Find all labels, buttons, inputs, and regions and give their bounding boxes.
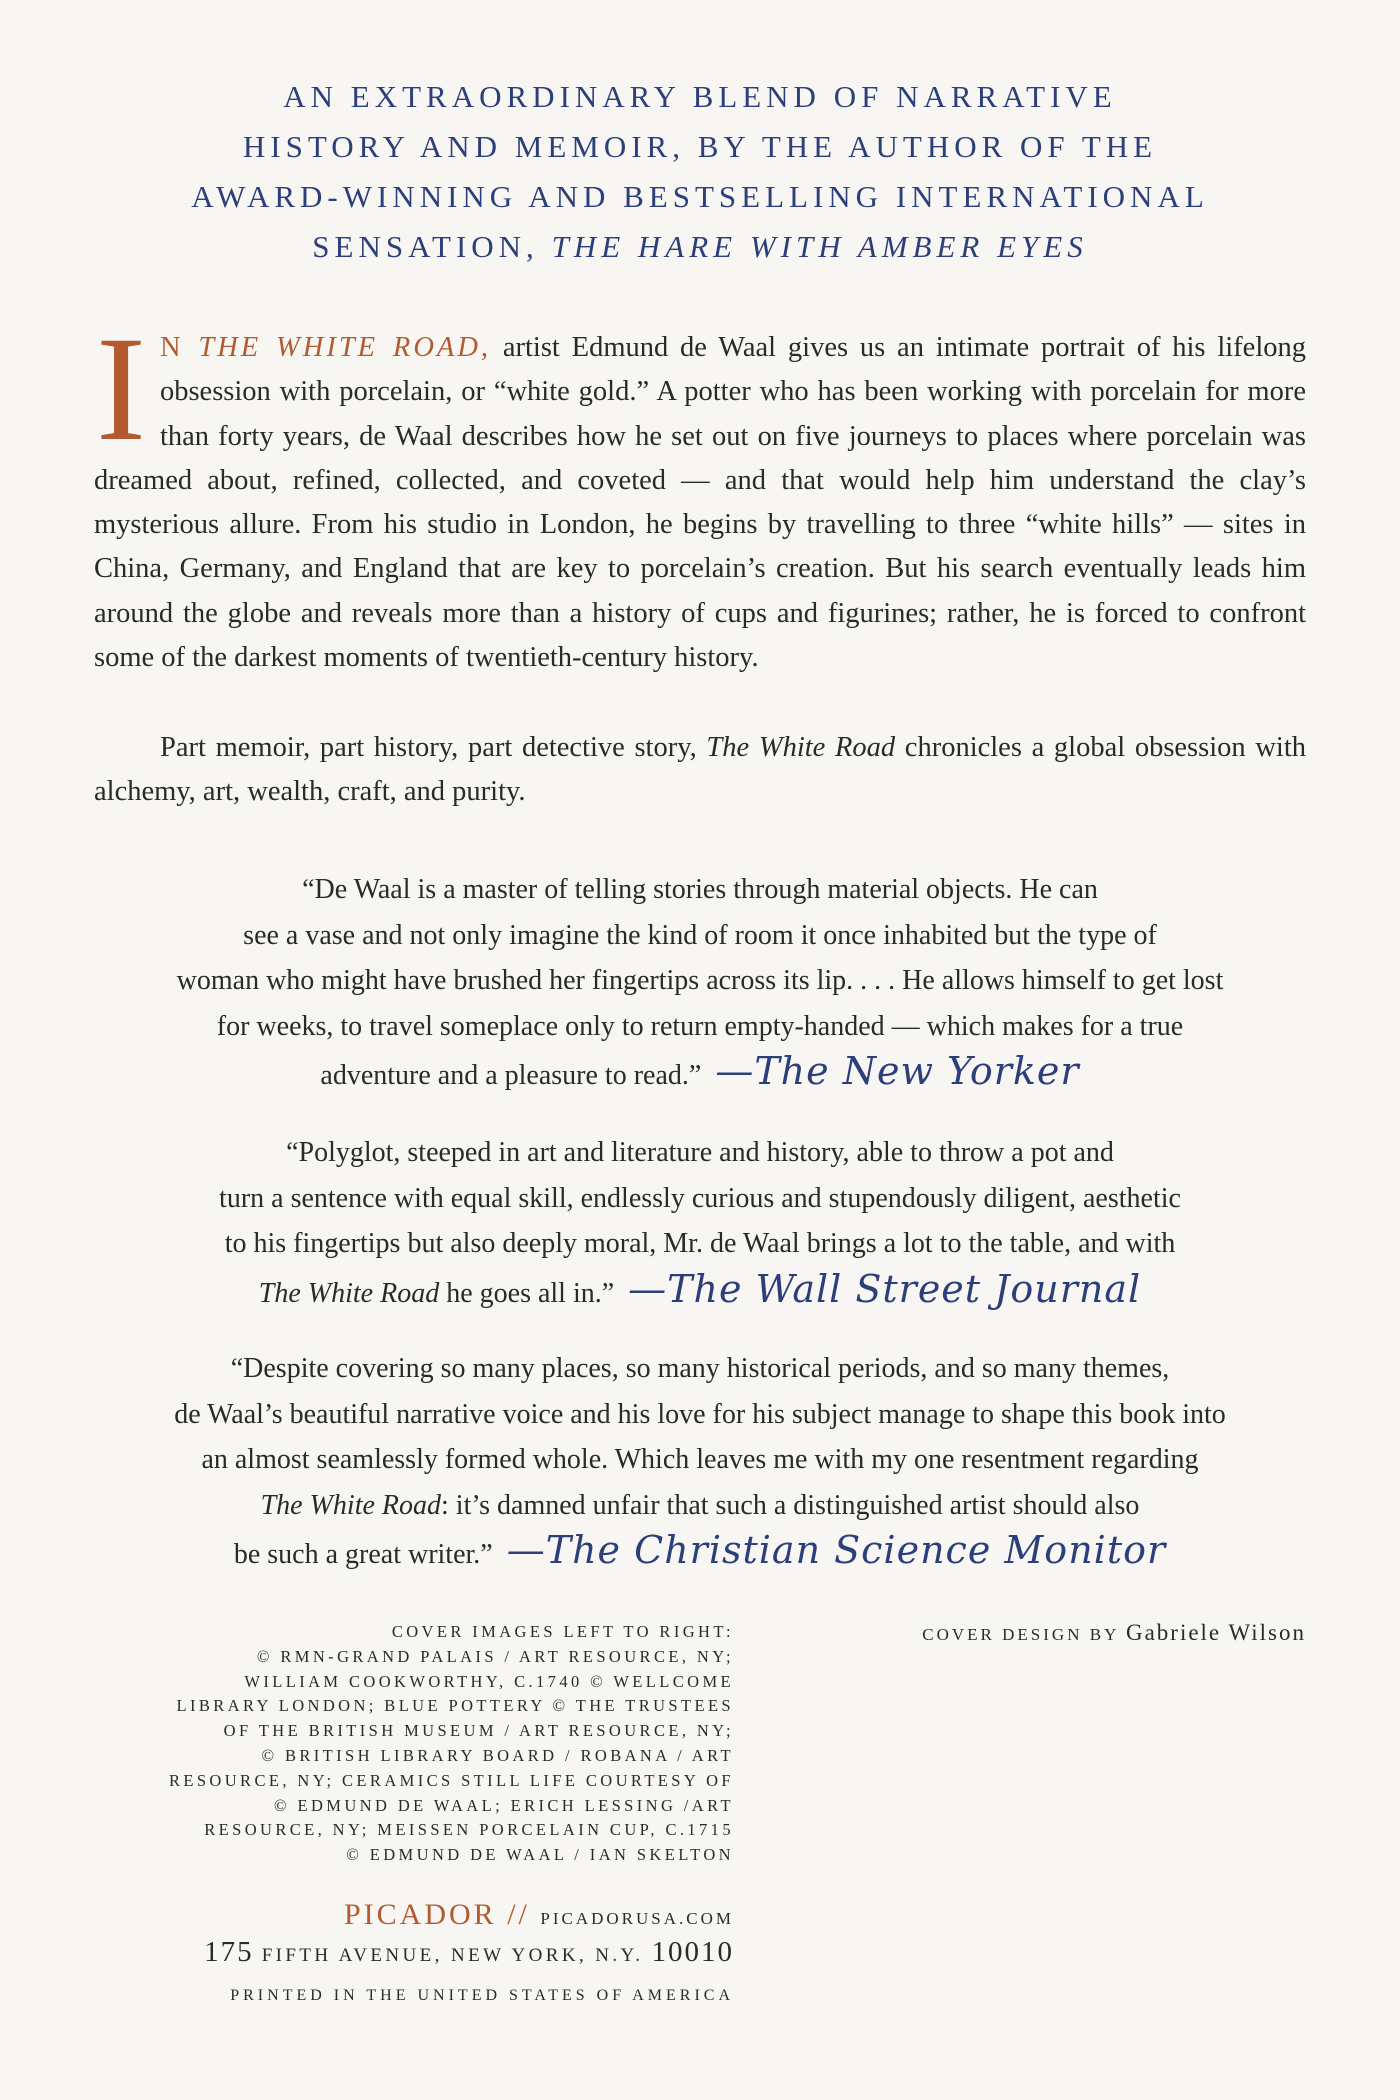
quote-source: —The Wall Street Journal [628, 1266, 1142, 1311]
quote-line: de Waal’s beautiful narrative voice and his love for his subject manage to shape this book into [174, 1398, 1226, 1430]
headline-line: AWARD-WINNING AND BESTSELLING INTERNATIONAL [191, 179, 1209, 214]
quote-text: he goes all in.” [439, 1277, 615, 1309]
quote-text: adventure and a pleasure to read.” [320, 1060, 702, 1091]
credit-line: © BRITISH LIBRARY BOARD / ROBANA / ART [261, 1745, 734, 1765]
designer-name: Gabriele Wilson [1125, 1620, 1306, 1645]
publisher-address [80, 1936, 734, 1969]
quote-line [100, 1528, 1300, 1578]
headline [140, 72, 1260, 272]
quote-line: turn a sentence with equal skill, endlessly curious and stupendously diligent, aesthetic [219, 1182, 1181, 1214]
headline-text: SENSATION, [312, 229, 552, 264]
publisher-line [80, 1898, 734, 1932]
quote-text: be such a great writer.” [233, 1539, 493, 1570]
drop-cap: I [96, 306, 146, 472]
intro-paragraph-2 [94, 726, 1306, 815]
design-label: COVER DESIGN BY [922, 1625, 1126, 1644]
quote-line [100, 1483, 1300, 1529]
address-zip: 10010 [651, 1936, 734, 1968]
quote-source: —The New Yorker [715, 1049, 1080, 1093]
address-street: FIFTH AVENUE, NEW YORK, N.Y. [253, 1945, 652, 1966]
headline-line [140, 222, 1260, 272]
intro-paragraph [94, 306, 1306, 680]
credit-line: © EDMUND DE WAAL / IAN SKELTON [346, 1845, 734, 1865]
lead-in [160, 332, 491, 363]
headline-line: HISTORY AND MEMOIR, BY THE AUTHOR OF THE [242, 129, 1158, 164]
credit-line: © EDMUND DE WAAL; ERICH LESSING /ART [274, 1795, 734, 1815]
quote-line [100, 1049, 1300, 1099]
quote-source: —The Christian Science Monitor [506, 1528, 1167, 1572]
intro2-book-title: The White Road [706, 732, 896, 763]
credit-line: © RMN-GRAND PALAIS / ART RESOURCE, NY; [256, 1646, 734, 1666]
quote-line: “De Waal is a master of telling stories through material objects. He can [302, 874, 1098, 905]
publisher-url: PICADORUSA.COM [540, 1909, 734, 1928]
credit-line: LIBRARY LONDON; BLUE POTTERY © THE TRUSTEES [176, 1696, 734, 1716]
quote-line: “Polyglot, steeped in art and literature and history, able to throw a pot and [286, 1137, 1114, 1168]
intro2-end: chronicles a global obsession with alchemy, art, wealth, craft, and purity. [94, 732, 1306, 808]
quote-line [100, 1267, 1300, 1317]
publisher-separator: // [496, 1898, 541, 1931]
address-number: 175 [204, 1936, 254, 1968]
intro2-start: Part memoir, part history, part detective story, [160, 732, 707, 763]
lead-word: N [159, 332, 199, 363]
quote-line: see a vase and not only imagine the kind of room it once inhabited but the type of [243, 919, 1157, 951]
credit-line: WILLIAM COOKWORTHY, C.1740 © WELLCOME [244, 1671, 734, 1691]
printed-in: PRINTED IN THE UNITED STATES OF AMERICA [230, 1987, 734, 2004]
quote-line: to his fingertips but also deeply moral, Mr. de Waal brings a lot to the table, and with [224, 1228, 1176, 1259]
quote-wall-street-journal [100, 1130, 1300, 1316]
publisher-name: PICADOR [344, 1898, 497, 1931]
credit-line: RESOURCE, NY; MEISSEN PORCELAIN CUP, C.1715 [204, 1820, 734, 1840]
quote-book-title: The White Road [258, 1277, 440, 1309]
quote-christian-science-monitor [100, 1346, 1300, 1578]
lead-book-title: THE WHITE ROAD, [198, 332, 492, 363]
cover-image-credits [80, 1620, 734, 1868]
quote-line: “Despite covering so many places, so many historical periods, and so many themes, [230, 1353, 1170, 1384]
cover-design-credit [820, 1620, 1306, 1647]
quote-line: for weeks, to travel someplace only to return empty-handed — which makes for a true [216, 1010, 1184, 1042]
intro-body: artist Edmund de Waal gives us an intimate portrait of his lifelong obsession with porcelain, or “white gold.” A potter who has been working with porcelain for more than forty years, de Waal describes how he set out on five journeys to places where porcelain was dreamed about, refined, collected, and coveted — and that would help him understand the clay’s mysterious allure. From his studio in London, he begins by travelling to three “white hills” — sites in China, Germany, and England that are key to porcelain’s creation. But his search eventually leads him around the globe and reveals more than a history of cups and figurines; rather, he is forced to confront some of the darkest moments of twentieth-century history. [94, 332, 1306, 674]
quote-line: an almost seamlessly formed whole. Which leaves me with my one resentment regarding [201, 1444, 1199, 1475]
quote-text: : it’s damned unfair that such a distinguished artist should also [441, 1489, 1140, 1521]
quote-line: woman who might have brushed her fingertips across its lip. . . . He allows himself to get lost [176, 965, 1224, 996]
credit-line: OF THE BRITISH MUSEUM / ART RESOURCE, NY; [223, 1721, 734, 1741]
headline-book-title: THE HARE WITH AMBER EYES [551, 229, 1088, 264]
credit-line: COVER IMAGES LEFT TO RIGHT: [391, 1622, 734, 1641]
quote-new-yorker [100, 867, 1300, 1099]
quote-book-title: The White Road [260, 1489, 442, 1521]
credit-line: RESOURCE, NY; CERAMICS STILL LIFE COURTESY OF [168, 1770, 734, 1790]
headline-line: AN EXTRAORDINARY BLEND OF NARRATIVE [283, 79, 1117, 114]
